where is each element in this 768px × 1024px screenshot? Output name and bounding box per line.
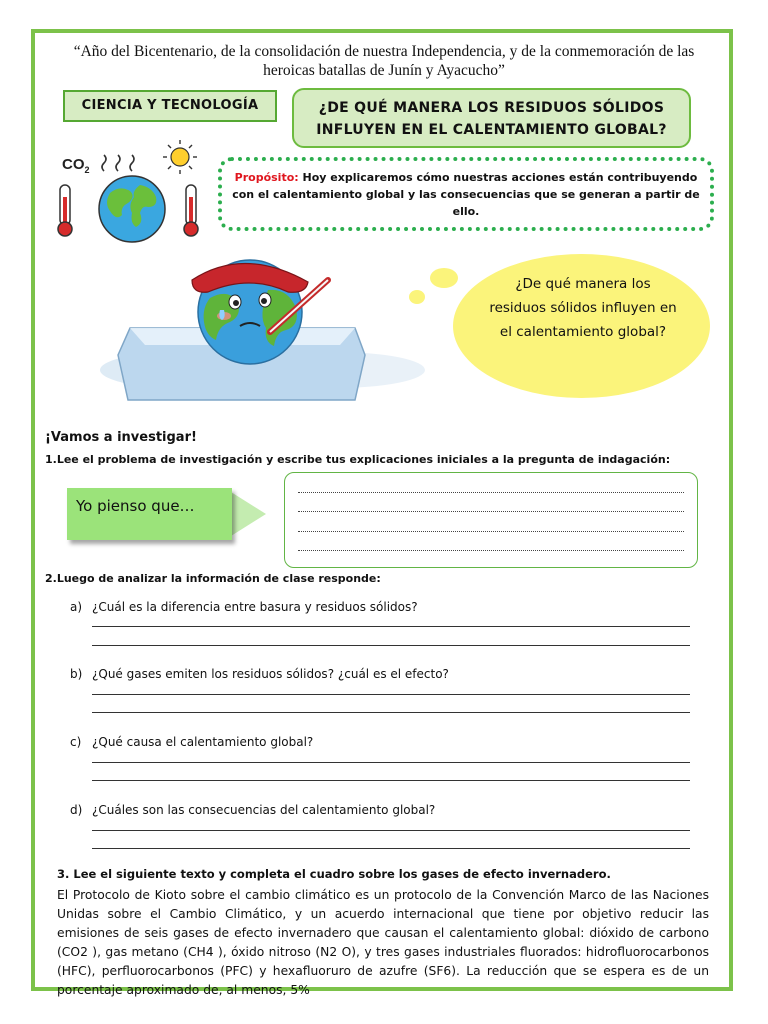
thermometer-icon	[58, 185, 72, 236]
motto: “Año del Bicentenario, de la consolidación de nuestra Independencia, y de la conmemoración de las heroicas batallas de Junín y Ayacucho”	[73, 43, 695, 79]
purpose-box	[218, 157, 714, 231]
bubble-dot-small	[409, 290, 425, 304]
answer-line[interactable]	[298, 511, 684, 512]
kyoto-paragraph: El Protocolo de Kioto sobre el cambio climático es un protocolo de la Convención Marco de las Naciones Unidas sobre el Cambio Climático, y un acuerdo internacional que tiene por objetivo reducir las emisiones de seis gases de efecto invernadero que causan el calentamiento global: dióxido de carbono (CO2 ), gas metano (CH4 ), óxido nitroso (N2 O), y tres gases industriales fluorados: hidrofluorocarbonos (HFC), perfluorocarbonos (PFC) y hexafluoruro de azufre (SF6). La reducción que se espera es de un porcentaje aproximado de, al menos, 5%	[57, 888, 709, 997]
question-d: d) ¿Cuáles son las consecuencias del calentamiento global?	[70, 803, 436, 817]
answer-line[interactable]	[92, 848, 690, 849]
question-b: b) ¿Qué gases emiten los residuos sólidos? ¿cuál es el efecto?	[70, 667, 449, 681]
i-think-label: Yo pienso que…	[67, 488, 232, 540]
step3-instruction: 3. Lee el siguiente texto y completa el cuadro sobre los gases de efecto invernadero.	[57, 867, 611, 881]
question-c: c) ¿Qué causa el calentamiento global?	[70, 735, 314, 749]
i-think-arrow	[231, 492, 266, 536]
step2-instruction: 2.Luego de analizar la información de clase responde:	[45, 572, 381, 585]
sick-earth-illustration	[100, 250, 430, 410]
sun-icon	[163, 140, 197, 174]
answer-line[interactable]	[92, 762, 690, 763]
answer-line[interactable]	[298, 550, 684, 551]
answer-line[interactable]	[92, 712, 690, 713]
answer-line[interactable]	[92, 830, 690, 831]
main-question: ¿DE QUÉ MANERA LOS RESIDUOS SÓLIDOS INFLUYEN EN EL CALENTAMIENTO GLOBAL?	[292, 88, 691, 148]
investigate-heading: ¡Vamos a investigar!	[45, 430, 197, 445]
answer-line[interactable]	[92, 694, 690, 695]
global-warming-icon	[52, 135, 212, 245]
initial-explanation-box[interactable]	[284, 472, 698, 568]
question-a: a) ¿Cuál es la diferencia entre basura y residuos sólidos?	[70, 600, 418, 614]
step1-instruction: 1.Lee el problema de investigación y escribe tus explicaciones iniciales a la pregunta de indagación:	[45, 453, 671, 466]
answer-line[interactable]	[92, 645, 690, 646]
thought-bubble-text: ¿De qué manera los residuos sólidos influyen en el calentamiento global?	[489, 276, 677, 340]
thermometer-right-icon	[184, 185, 198, 236]
answer-line[interactable]	[92, 626, 690, 627]
purpose-text: Hoy explicaremos cómo nuestras acciones están contribuyendo con el calentamiento global y las consecuencias que se generan a partir de ello.	[232, 171, 700, 218]
bubble-dot-large	[430, 268, 458, 288]
purpose-label: Propósito:	[234, 171, 299, 184]
subject-badge: CIENCIA Y TECNOLOGÍA	[63, 90, 277, 122]
answer-line[interactable]	[298, 492, 684, 493]
co2-label: $CO_2$	[62, 156, 90, 175]
answer-line[interactable]	[298, 531, 684, 532]
answer-line[interactable]	[92, 780, 690, 781]
globe-icon	[99, 176, 165, 242]
